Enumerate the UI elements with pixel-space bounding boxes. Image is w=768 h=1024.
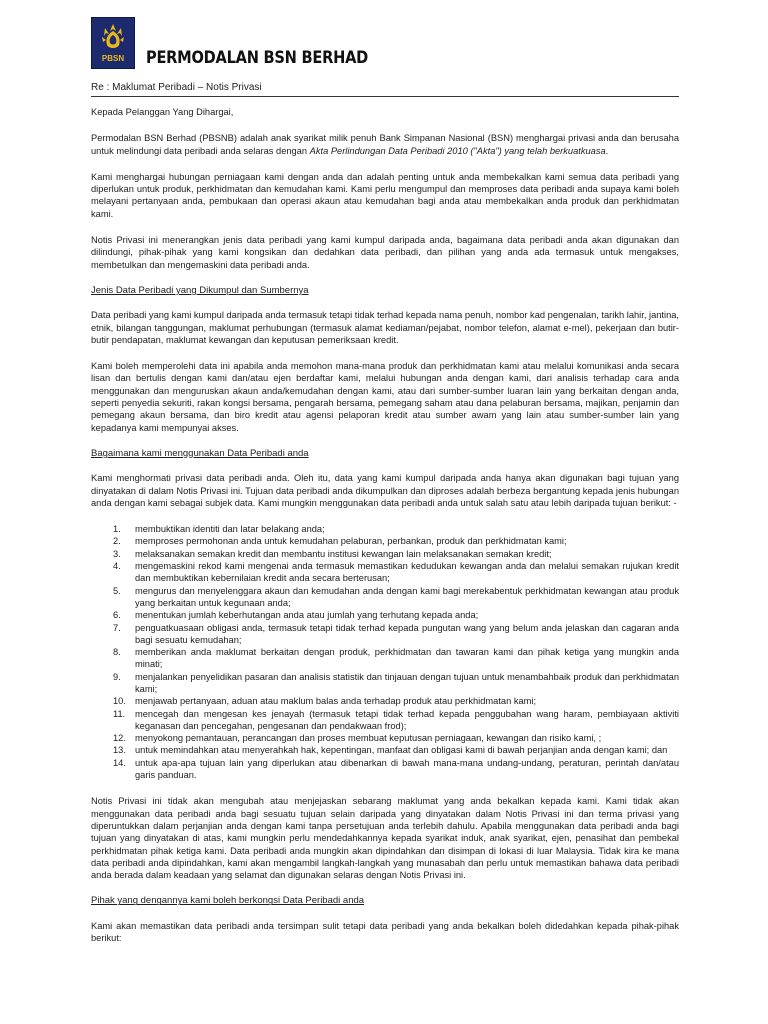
purpose-text: untuk apa-apa tujuan lain yang diperlukan atau dibenarkan di bawah mana-mana undang-undang, peraturan, perintah dan/atau garis panduan.: [135, 757, 679, 781]
purpose-item: [91, 695, 679, 707]
purpose-number: 13.: [113, 745, 126, 756]
purpose-number: 10.: [113, 696, 126, 707]
purpose-item: [91, 548, 679, 560]
purpose-text: untuk memindahkan atau menyerahkah hak, kepentingan, manfaat dan obligasi kami di bawah perjanjian anda dengan kami; dan: [135, 745, 668, 756]
salutation: Kepada Pelanggan Yang Dihargai,: [91, 107, 234, 117]
relationship-paragraph: Kami menghargai hubungan perniagaan kami dengan anda dan adalah penting untuk anda membekalkan kami semua data peribadi yang diperlukan untuk produk, perkhidmatan dan kemudahan kami. Kami perlu mengumpul dan memproses data peribadi anda supaya kami boleh melayani pertanyaan anda, pembukaan dan operasi akaun atau kemudahan bagi anda atau membekalkan anda produk dan perkhidmatan kami.: [91, 171, 679, 219]
purpose-number: 14.: [113, 757, 126, 768]
purpose-text: menyokong pemantauan, perancangan dan proses membuat keputusan perniagaan, kewangan dan risiko kami, ;: [135, 733, 602, 744]
purpose-item: [91, 708, 679, 733]
pbsn-logo: [91, 17, 135, 69]
subject-line: Re : Maklumat Peribadi – Notis Privasi: [91, 82, 262, 93]
purpose-text: menjawab pertanyaan, aduan atau maklum balas anda terhadap produk atau perkhidmatan kami;: [135, 696, 537, 707]
purpose-number: 11.: [113, 708, 126, 719]
purpose-number: 2.: [113, 536, 121, 547]
purpose-number: 8.: [113, 647, 121, 658]
data-types-paragraph: Data peribadi yang kami kumpul daripada anda termasuk tetapi tidak terhad kepada nama penuh, nombor kad pengenalan, tarikh lahir, jantina, etnik, bilangan tanggungan, maklumat perhubungan (termasuk alamat kediaman/pejabat, nombor telefon, alamat e-mel), pekerjaan dan butir-butir pendapatan, maklumat kewangan dan keputusan pemeriksaan kredit.: [91, 310, 679, 345]
purpose-number: 4.: [113, 561, 121, 572]
purpose-text: menentukan jumlah keberhutangan anda atau jumlah yang terhutang kepada anda;: [135, 610, 479, 621]
purpose-list: [91, 523, 679, 781]
purpose-item: [91, 622, 679, 647]
purpose-item: [91, 560, 679, 585]
notice-paragraph: Notis Privasi ini menerangkan jenis data peribadi yang kami kumpul daripada anda, bagaimana data peribadi anda akan digunakan dan dilindungi, pihak-pihak yang kami kongsikan dan dedahkan data peribadi, dan pilihan yang anda ada termasuk untuk mengakses, membetulkan dan mengemaskini data peribadi anda.: [91, 235, 679, 270]
purpose-text: mengurus dan menyelenggara akaun dan kemudahan anda dengan kami bagi merekabentuk perkhidmatan kewangan atau produk yang berkaitan untuk kegunaan anda;: [135, 585, 679, 608]
intro-end: .: [605, 145, 609, 156]
purpose-text: memberikan anda maklumat berkaitan dengan produk, perkhidmatan dan tawaran kami dan pihak ketiga yang mungkin anda minati;: [135, 647, 679, 670]
purpose-item: [91, 757, 679, 782]
header-divider: [91, 96, 679, 97]
intro-paragraph: [91, 132, 679, 157]
purpose-number: 12.: [113, 733, 126, 744]
purpose-number: 6.: [113, 610, 121, 621]
section-heading-types: Jenis Data Peribadi yang Dikumpul dan Sumbernya: [91, 284, 309, 296]
logo-text: PBSN: [101, 54, 125, 63]
purpose-number: 7.: [113, 622, 121, 633]
purpose-text: penguatkuasaan obligasi anda, termasuk tetapi tidak terhad kepada pungutan wang yang belum anda jelaskan dan cagaran anda bagi sesuatu kemudahan;: [135, 622, 679, 645]
usage-paragraph: Kami menghormati privasi data peribadi anda. Oleh itu, data yang kami kumpul daripada anda hanya akan digunakan bagi tujuan yang dinyatakan di dalam Notis Privasi ini. Tujuan data peribadi anda dikumpulkan dan diproses adalah berbeza bergantung kepada jenis hubungan anda dengan kami sebagai subjek data. Kami mungkin menggunakan data peribadi anda untuk salah satu atau lebih daripada tujuan berikut: -: [91, 473, 679, 508]
purpose-item: [91, 646, 679, 671]
purpose-number: 1.: [113, 524, 121, 535]
purpose-text: membuktikan identiti dan latar belakang anda;: [135, 524, 325, 535]
purpose-item: [91, 609, 679, 621]
purpose-item: [91, 671, 679, 696]
purpose-text: melaksanakan semakan kredit dan membantu institusi kewangan lain melaksanakan semakan kredit;: [135, 548, 552, 559]
intro-text: Permodalan BSN Berhad (PBSNB) adalah anak syarikat milik penuh Bank Simpanan Nasional (BSN) menghargai privasi anda dan berusaha untuk melindungi data peribadi anda selaras dengan: [91, 133, 679, 156]
purpose-text: menjalankan penyelidikan pasaran dan analisis statistik dan tinjauan dengan tujuan untuk menambahbaik produk dan perkhidmatan kami;: [135, 671, 679, 694]
purpose-item: [91, 535, 679, 547]
purpose-text: mengemaskini rekod kami mengenai anda termasuk memastikan kedudukan kewangan anda dan melalui semakan rujukan kredit dan membuktikan kebernilaian kredit anda secara berterusan;: [135, 561, 679, 584]
purpose-text: memproses permohonan anda untuk kemudahan pelaburan, perbankan, produk dan perkhidmatan kami;: [135, 536, 567, 547]
purpose-item: [91, 744, 679, 756]
purpose-text: mencegah dan mengesan kes jenayah (termasuk tetapi tidak terhad kepada penggubahan wang haram, pembiayaan aktiviti keganasan dan pencegahan, pengesanan dan pendakwaan frod);: [135, 708, 679, 731]
section-heading-sharing: Pihak yang dengannya kami boleh berkongsi Data Peribadi anda: [91, 895, 365, 907]
purpose-number: 5.: [113, 585, 121, 596]
letter-body: [91, 106, 679, 958]
pbsn-emblem-icon: [92, 18, 134, 68]
purpose-number: 3.: [113, 548, 121, 559]
purpose-number: 9.: [113, 671, 121, 682]
act-name: Akta Perlindungan Data Peribadi 2010 ("Akta") yang telah berkuatkuasa: [309, 145, 606, 156]
purpose-item: [91, 523, 679, 535]
sharing-paragraph: Kami akan memastikan data peribadi anda tersimpan sulit tetapi data peribadi yang anda bekalkan boleh didedahkan kepada pihak-pihak berikut:: [91, 920, 679, 944]
data-sources-paragraph: Kami boleh memperolehi data ini apabila anda memohon mana-mana produk dan perkhidmatan kami atau melalui komunikasi anda secara lisan dan bertulis dengan kami dan/atau ejen berdaftar kami, melalui hubungan anda dengan kami, dari analisis terhadap cara anda menggunakan dan menguruskan akaun anda/kemudahan dengan kami, atau dari sumber-sumber luaran lain yang berkaitan dengan anda, seperti penyedia sekuriti, rakan kongsi bersama, pengarah bersama, pemegang saham atau dana pelaburan bersama, majikan, penjamin dan pemegang akaun bersama, dan biro kredit atau agensi pelaporan kredit atau sumber awam yang lain atau sumber-sumber lain yang kepadanya kami mempunyai akses.: [91, 361, 679, 433]
purpose-item: [91, 585, 679, 610]
company-name: PERMODALAN BSN BERHAD: [146, 48, 369, 68]
change-paragraph: Notis Privasi ini tidak akan mengubah atau menjejaskan sebarang maklumat yang anda bekalkan kepada kami. Kami tidak akan menggunakan data peribadi anda bagi sesuatu tujuan selain daripada yang dinyatakan dalam Notis Privasi ini dan terma privasi yang diperuntukkan dalam perjanjian anda dengan kami tanpa persetujuan anda terlebih dahulu. Apabila menggunakan data peribadi anda bagi tujuan yang dinyatakan di atas, kami mungkin perlu mendedahkannya kepada syarikat induk, anak syarikat, ejen, penasihat dan pembekal perkhidmatan pihak ketiga kami. Data peribadi anda mungkin akan dipindahkan dan disimpan di lokasi di luar Malaysia. Tidak kira ke mana data peribadi anda dipindahkan, kami akan mengambil langkah-langkah yang munasabah dan perlu untuk memastikan bahawa data peribadi anda berada dalam keadaan yang selamat dan digunakan selaras dengan Notis Privasi ini.: [91, 796, 679, 881]
purpose-item: [91, 732, 679, 744]
section-heading-usage: Bagaimana kami menggunakan Data Peribadi anda: [91, 447, 309, 459]
